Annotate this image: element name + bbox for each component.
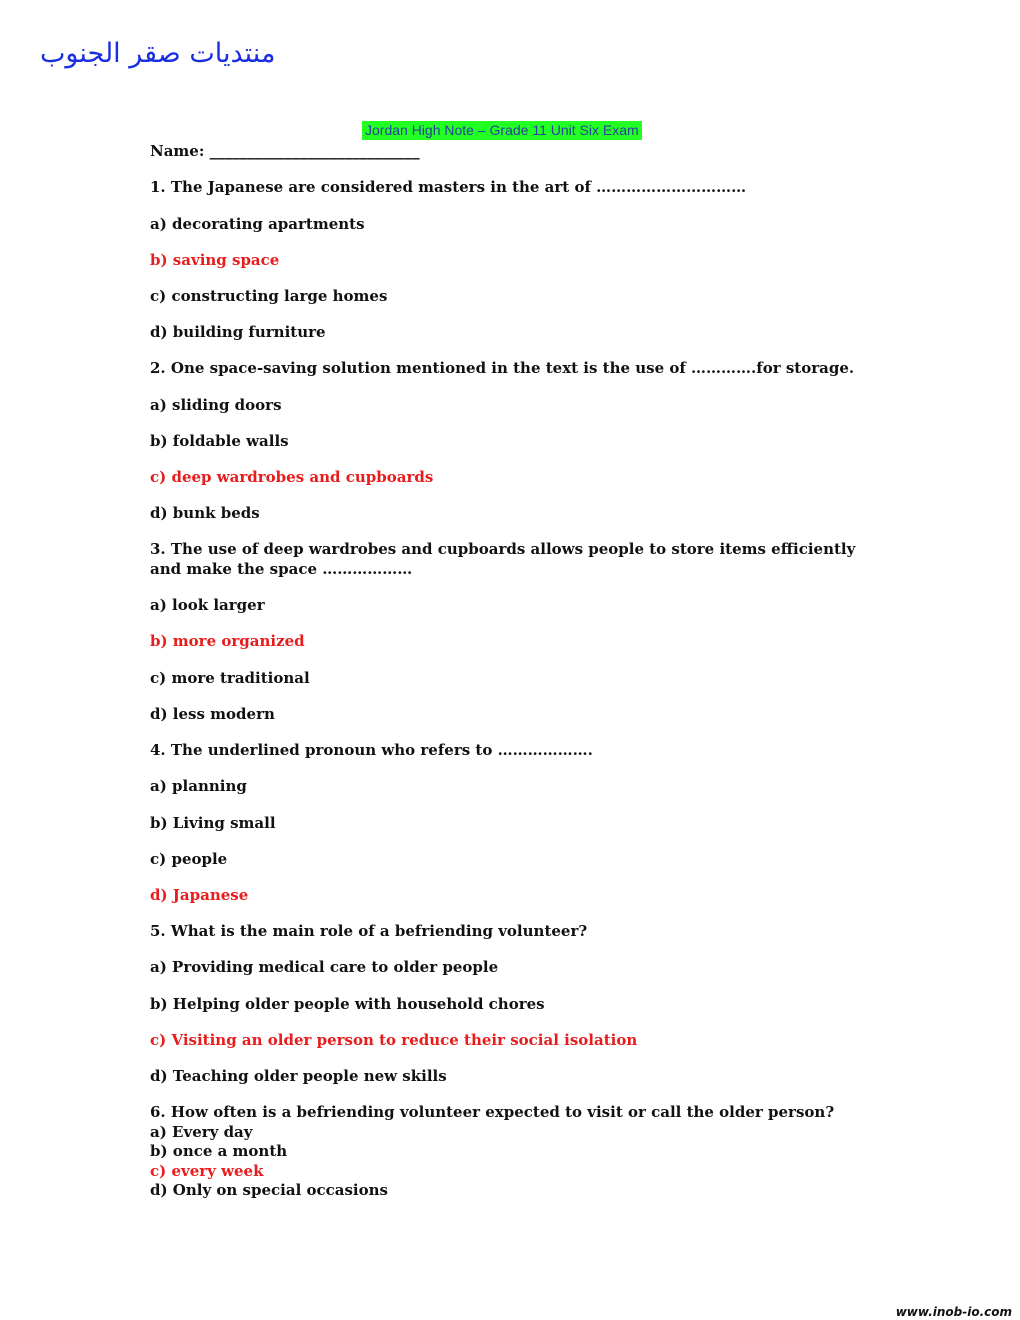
exam-title: Jordan High Note – Grade 11 Unit Six Exam	[362, 121, 642, 140]
q1-option-d: d) building furniture	[150, 323, 326, 341]
question-4: 4. The underlined pronoun who refers to ……………….	[150, 741, 593, 759]
q4-option-a: a) planning	[150, 777, 247, 795]
q6-option-c: c) every week	[150, 1162, 264, 1180]
question-6: 6. How often is a befriending volunteer expected to visit or call the older person?	[150, 1103, 835, 1121]
q4-option-d: d) Japanese	[150, 886, 249, 904]
q4-option-b: b) Living small	[150, 814, 276, 832]
question-2: 2. One space-saving solution mentioned in the text is the use of ………….for storage.	[150, 359, 855, 377]
q3-option-a: a) look larger	[150, 596, 265, 614]
footer-site: www.inob-io.com	[895, 1305, 1012, 1319]
question-1: 1. The Japanese are considered masters in the art of …………………………	[150, 178, 747, 196]
q2-option-d: d) bunk beds	[150, 504, 260, 522]
q2-option-c: c) deep wardrobes and cupboards	[150, 468, 434, 486]
q1-option-a: a) decorating apartments	[150, 215, 365, 233]
q5-option-b: b) Helping older people with household chores	[150, 995, 545, 1013]
q4-option-c: c) people	[150, 850, 228, 868]
q1-option-b: b) saving space	[150, 251, 280, 269]
q5-option-a: a) Providing medical care to older people	[150, 958, 499, 976]
q5-option-c: c) Visiting an older person to reduce their social isolation	[150, 1031, 638, 1049]
question-3: 3. The use of deep wardrobes and cupboards allows people to store items efficiently and make the space ………………	[150, 540, 856, 578]
q3-option-d: d) less modern	[150, 705, 275, 723]
q2-option-a: a) sliding doors	[150, 396, 282, 414]
q6-option-b: b) once a month	[150, 1142, 288, 1160]
q5-option-d: d) Teaching older people new skills	[150, 1067, 447, 1085]
q6-option-d: d) Only on special occasions	[150, 1181, 388, 1199]
name-line: Name: ____________________________	[150, 142, 420, 160]
q2-option-b: b) foldable walls	[150, 432, 289, 450]
arabic-watermark: منتديات صقر الجنوب	[40, 38, 276, 69]
q1-option-c: c) constructing large homes	[150, 287, 388, 305]
q3-option-b: b) more organized	[150, 632, 305, 650]
question-5: 5. What is the main role of a befriending volunteer?	[150, 922, 588, 940]
q3-option-c: c) more traditional	[150, 669, 310, 687]
q6-option-a: a) Every day	[150, 1123, 253, 1141]
